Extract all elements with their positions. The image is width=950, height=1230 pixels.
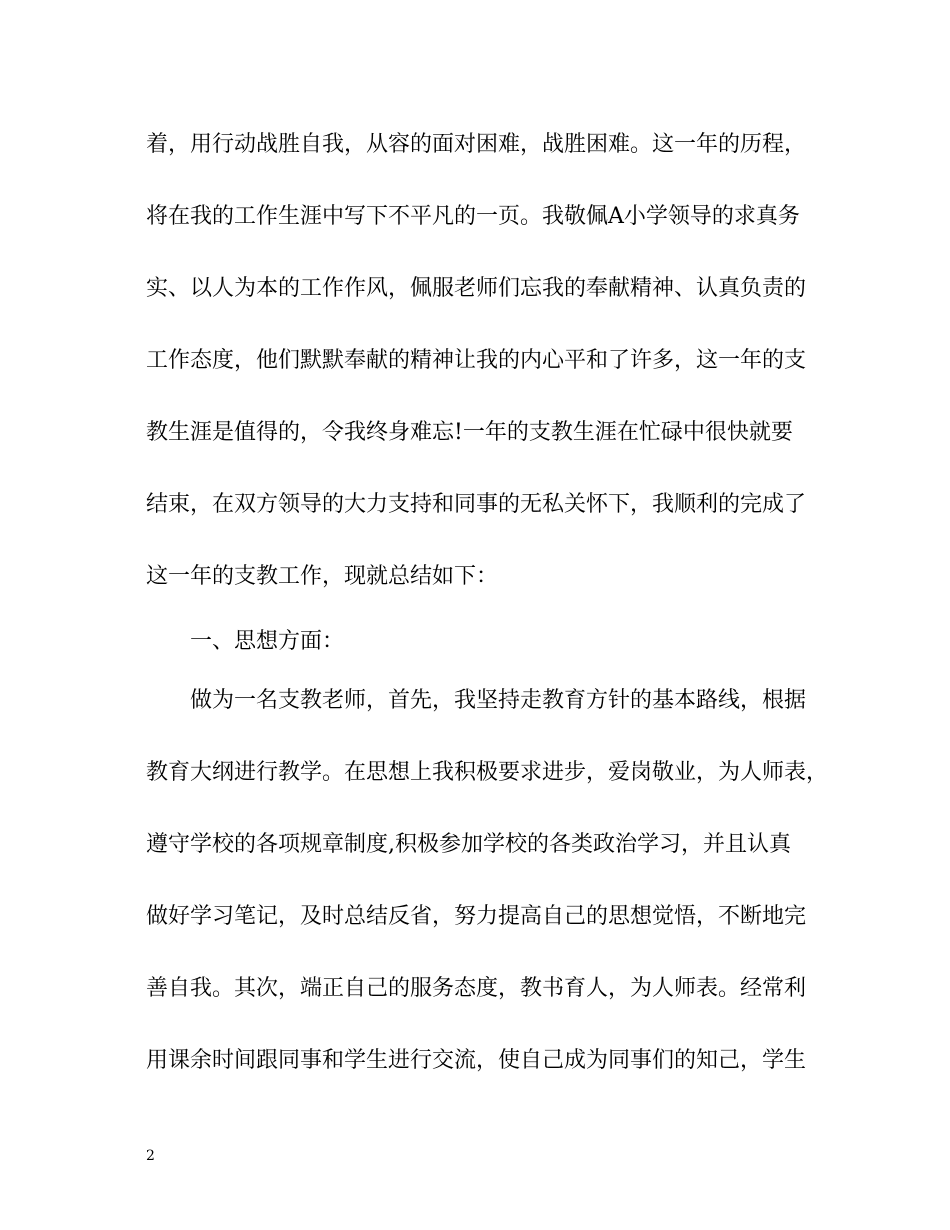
body-text-line: 实、以人为本的工作作风，佩服老师们忘我的奉献精神、认真负责的 <box>146 276 807 301</box>
body-text-line: 这一年的支教工作，现就总结如下： <box>146 564 499 589</box>
body-text-line: 善自我。其次，端正自己的服务态度，教书育人，为人师表。经常利 <box>146 976 807 1001</box>
body-text-line: 遵守学校的各项规章制度,积极参加学校的各类政治学习，并且认真 <box>146 832 791 857</box>
body-text-line: 教生涯是值得的，令我终身难忘!一年的支教生涯在忙碌中很快就要 <box>146 420 793 445</box>
body-text-line: 教育大纲进行教学。在思想上我积极要求进步，爱岗敬业，为人师表， <box>146 760 829 785</box>
body-text-line: 着，用行动战胜自我，从容的面对困难，战胜困难。这一年的历程， <box>146 132 807 157</box>
body-text-line: 工作态度，他们默默奉献的精神让我的内心平和了许多，这一年的支 <box>146 348 807 373</box>
body-text-line: 将在我的工作生涯中写下不平凡的一页。我敬佩A小学领导的求真务 <box>146 204 800 229</box>
body-text-line: 做好学习笔记，及时总结反省，努力提高自己的思想觉悟，不断地完 <box>146 904 807 929</box>
body-text-line: 用课余时间跟同事和学生进行交流，使自己成为同事们的知己，学生 <box>146 1048 807 1073</box>
section-heading: 一、思想方面： <box>190 629 345 654</box>
body-text-line: 结束，在双方领导的大力支持和同事的无私关怀下，我顺利的完成了 <box>146 492 807 517</box>
paragraph-first-line: 做为一名支教老师，首先，我坚持走教育方针的基本路线，根据 <box>190 688 807 713</box>
page-number: 2 <box>146 1148 155 1164</box>
